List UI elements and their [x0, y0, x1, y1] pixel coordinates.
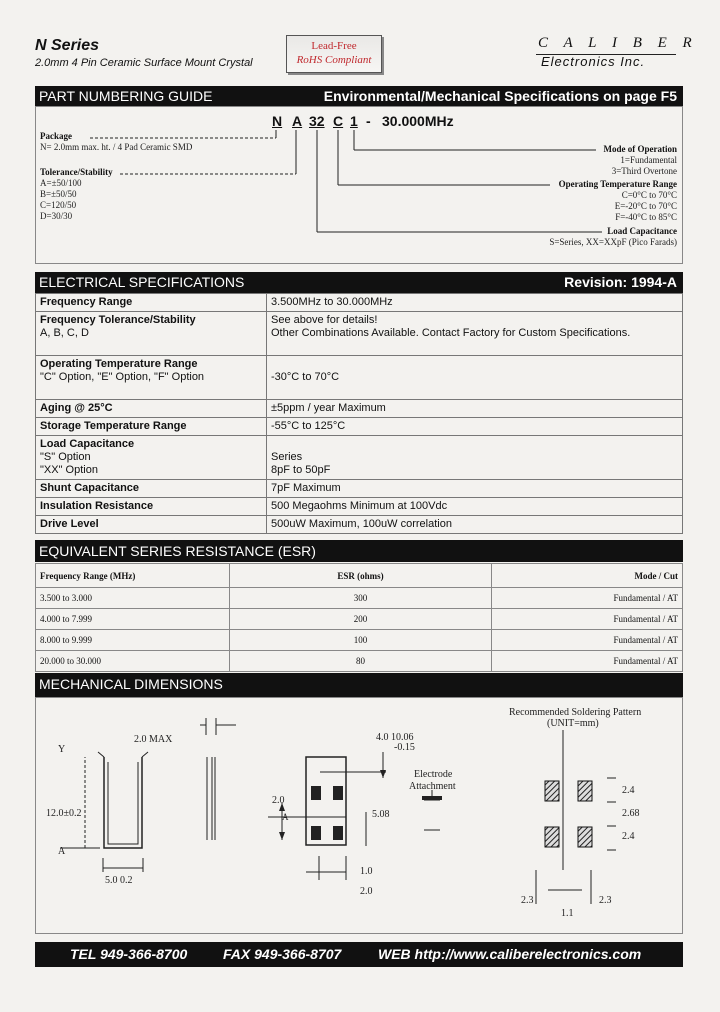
pn-dash: -: [366, 113, 371, 129]
spec-key-title: Shunt Capacitance: [40, 482, 140, 494]
spec-value-line: Series: [271, 451, 303, 463]
company-logo-bottom: Electronics Inc.: [541, 54, 646, 69]
spec-key-title: Frequency Range: [40, 296, 133, 308]
spec-value-line: 8pF to 50pF: [271, 464, 331, 476]
esr-value: 100: [230, 630, 492, 651]
esr-value: 80: [230, 651, 492, 672]
esr-mode: Fundamental / AT: [492, 609, 683, 630]
spec-key-title: Aging @ 25°C: [40, 402, 113, 414]
mode-item-1: 1=Fundamental: [620, 155, 677, 165]
electrical-title: ELECTRICAL SPECIFICATIONS: [39, 274, 245, 290]
series-subtitle: 2.0mm 4 Pin Ceramic Surface Mount Crystal: [35, 57, 253, 69]
temp-item-e: E=-20°C to 70°C: [614, 201, 677, 211]
esr-value: 300: [230, 588, 492, 609]
mode-item-3: 3=Third Overtone: [611, 166, 677, 176]
spec-value-line: 7pF Maximum: [271, 482, 341, 494]
spec-value-line: 3.500MHz to 30.000MHz: [271, 296, 393, 308]
footer-tel: TEL 949-366-8700: [70, 946, 188, 962]
dim-2-bottom: 2.0: [360, 886, 373, 897]
spec-key-sub: "XX" Option: [40, 464, 98, 476]
esr-freq: 8.000 to 9.999: [36, 630, 230, 651]
footer-web[interactable]: WEB http://www.caliberelectronics.com: [378, 946, 642, 962]
esr-mode: Fundamental / AT: [492, 630, 683, 651]
label-a-2: A: [282, 812, 289, 822]
series-title: N Series: [35, 37, 100, 54]
pad-2-4-bottom: 2.4: [622, 831, 635, 842]
spec-key-title: Operating Temperature Range: [40, 358, 198, 370]
pattern-unit: (UNIT=mm): [547, 718, 599, 729]
temp-item-c: C=0°C to 70°C: [621, 190, 677, 200]
spec-value-line: 500uW Maximum, 100uW correlation: [271, 518, 452, 530]
esr-header-mode: Mode / Cut: [492, 564, 683, 588]
esr-mode: Fundamental / AT: [492, 651, 683, 672]
badge-line-2: RoHS Compliant: [296, 54, 372, 66]
label-y: Y: [58, 744, 66, 755]
tolerance-label: Tolerance/Stability: [40, 167, 113, 177]
electrode-line-2: Attachment: [409, 781, 456, 792]
load-desc: S=Series, XX=XXpF (Pico Farads): [549, 237, 677, 247]
badge-line-1: Lead-Free: [311, 40, 357, 52]
spec-value-line: Other Combinations Available. Contact Factory for Custom Specifications.: [271, 327, 631, 339]
esr-title: EQUIVALENT SERIES RESISTANCE (ESR): [39, 543, 316, 559]
revision: Revision: 1994-A: [564, 274, 677, 290]
pn-tolerance: A: [292, 113, 303, 129]
pn-frequency-code: 32: [309, 113, 325, 129]
package-desc: N= 2.0mm max. ht. / 4 Pad Ceramic SMD: [40, 142, 193, 152]
pad-2-3-right: 2.3: [599, 895, 612, 906]
tolerance-item-b: B=±50/50: [40, 189, 77, 199]
spec-key-title: Drive Level: [40, 518, 99, 530]
esr-freq: 20.000 to 30.000: [36, 651, 230, 672]
label-a: A: [58, 846, 66, 857]
mode-label: Mode of Operation: [603, 144, 677, 154]
esr-freq: 3.500 to 3.000: [36, 588, 230, 609]
footer-fax: FAX 949-366-8707: [223, 946, 342, 962]
pad-1-1: 1.1: [561, 908, 574, 919]
spec-value-line: -30°C to 70°C: [271, 371, 340, 383]
spec-value-line: -55°C to 125°C: [271, 420, 346, 432]
esr-header-esr: ESR (ohms): [230, 564, 492, 588]
spec-key-title: Frequency Tolerance/Stability: [40, 314, 196, 326]
spec-key-sub: "S" Option: [40, 451, 91, 463]
esr-freq: 4.000 to 7.999: [36, 609, 230, 630]
spec-key-sub: A, B, C, D: [40, 327, 89, 339]
package-label: Package: [40, 131, 72, 141]
dim-4: 4.0 10.06: [376, 732, 414, 743]
spec-value-line: 500 Megaohms Minimum at 100Vdc: [271, 500, 448, 512]
dim-5: 5.0 0.2: [105, 875, 133, 886]
dim-1: 1.0: [360, 866, 373, 877]
dim-12: 12.0±0.2: [46, 808, 82, 819]
tolerance-item-d: D=30/30: [40, 211, 73, 221]
load-label: Load Capacitance: [607, 226, 677, 236]
pattern-title: Recommended Soldering Pattern: [509, 707, 642, 718]
esr-mode: Fundamental / AT: [492, 588, 683, 609]
temp-item-f: F=-40°C to 85°C: [615, 212, 677, 222]
spec-key-title: Storage Temperature Range: [40, 420, 187, 432]
spec-value-line: ±5ppm / year Maximum: [271, 402, 386, 414]
electrode-line-1: Electrode: [414, 769, 453, 780]
tolerance-item-c: C=120/50: [40, 200, 77, 210]
temp-label: Operating Temperature Range: [558, 179, 677, 189]
mech-title: MECHANICAL DIMENSIONS: [39, 676, 223, 692]
part-numbering-title: PART NUMBERING GUIDE: [39, 88, 213, 104]
pad-2-3-left: 2.3: [521, 895, 534, 906]
pn-mode: 1: [350, 113, 358, 129]
esr-value: 200: [230, 609, 492, 630]
pn-frequency: 30.000MHz: [382, 113, 454, 129]
esr-header-freq: Frequency Range (MHz): [36, 564, 230, 588]
spec-value-line: See above for details!: [271, 314, 378, 326]
company-logo-top: C A L I B E R: [538, 35, 698, 51]
spec-key-title: Load Capacitance: [40, 438, 135, 450]
spec-key-sub: "C" Option, "E" Option, "F" Option: [40, 371, 205, 383]
pad-2-4-top: 2.4: [622, 785, 635, 796]
pad-2-68: 2.68: [622, 808, 640, 819]
contact-footer: [35, 942, 683, 967]
dim-508: 5.08: [372, 809, 390, 820]
env-spec-note: Environmental/Mechanical Specifications on page F5: [323, 88, 677, 104]
pn-temp-range: C: [333, 113, 344, 129]
pn-package: N: [272, 113, 283, 129]
dim-2max: 2.0 MAX: [134, 734, 173, 745]
dim-2-side: 2.0: [272, 795, 285, 806]
tolerance-item-a: A=±50/100: [40, 178, 82, 188]
spec-key-title: Insulation Resistance: [40, 500, 154, 512]
dim-015: -0.15: [394, 742, 415, 753]
